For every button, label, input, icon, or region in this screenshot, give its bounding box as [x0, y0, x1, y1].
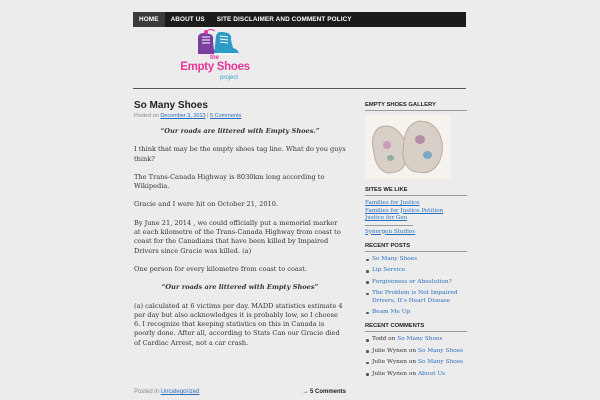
comment-on: on	[408, 347, 417, 354]
recent-comments-title: RECENT COMMENTS	[365, 323, 467, 332]
recent-posts-widget	[365, 243, 467, 316]
gallery-widget	[365, 102, 467, 179]
comment-post-link[interactable]: So Many Shoes	[417, 359, 464, 366]
shoe-pattern	[415, 135, 425, 144]
post-paragraph: The Trans-Canada Highway is 8030km long according to Wikipedia.	[134, 172, 325, 191]
comment-post-link[interactable]: About Us	[417, 370, 446, 377]
list-item	[365, 290, 467, 305]
post	[134, 100, 346, 357]
post-paragraph: “Our roads are littered with Empty Shoes.”	[160, 127, 320, 135]
post-meta	[134, 113, 346, 119]
list-item	[365, 371, 467, 378]
comment-on: on	[408, 370, 417, 377]
list-item	[365, 348, 467, 355]
shoe-pattern	[383, 141, 391, 149]
category-link[interactable]: Uncategorized	[160, 389, 200, 395]
gallery-widget-title: EMPTY SHOES GALLERY	[365, 102, 467, 111]
post-meta-prefix: Posted on	[134, 113, 159, 119]
shoe-pattern	[387, 155, 394, 161]
gallery-image[interactable]	[365, 115, 451, 179]
nav-about-us[interactable]: ABOUT US	[170, 16, 205, 23]
comment-on: on	[408, 359, 417, 366]
list-item	[365, 336, 467, 343]
sidebar	[365, 102, 467, 385]
post-category-prefix: Posted in	[134, 389, 160, 395]
sites-widget	[365, 187, 467, 236]
sites-widget-title: SITES WE LIKE	[365, 187, 467, 196]
recent-post-link[interactable]: Beam Me Up	[372, 309, 411, 316]
site-logo[interactable]	[180, 28, 250, 86]
header-divider	[133, 88, 466, 89]
post-category	[134, 389, 199, 395]
recent-post-link[interactable]: Lip Service	[372, 267, 406, 274]
list-item	[365, 309, 467, 316]
site-link[interactable]: Justice for Geo	[365, 215, 408, 221]
main-nav	[133, 12, 466, 27]
comment-author: Julie Wynen	[372, 370, 408, 377]
logo-title-text: Empty Shoes	[180, 61, 250, 73]
post-paragraph: Gracie and I were hit on October 21, 2010.	[134, 200, 279, 209]
post-paragraph: I think that may be the empty shoes tag line. What do you guys think?	[134, 145, 346, 163]
site-link[interactable]: Families for Justice	[365, 200, 420, 206]
recent-posts-list	[365, 256, 467, 316]
comment-post-link[interactable]: So Many Shoes	[417, 347, 464, 354]
recent-post-link[interactable]: Forgiveness or Absolution?	[372, 278, 452, 285]
recent-post-link[interactable]: So Many Shoes	[372, 256, 418, 262]
comment-author: Julie Wynen	[372, 347, 408, 354]
post-paragraph: “Our roads are littered with Empty Shoes”	[161, 283, 319, 292]
post-paragraph: By June 21, 2014 , we could officially put a memorial marker at each kilometre of the Trans-Canada Highway from coast to coast for the Canadians that have been killed by Impaired Drivers since Gracie was killed. (a)	[134, 218, 341, 255]
shoe-image-right	[400, 119, 445, 175]
nav-site-disclaimer[interactable]: SITE DISCLAIMER AND COMMENT POLICY	[216, 16, 352, 23]
post-paragraph: (a) calculated at 6 victims per day. MADD statistics estimate 4 per day but also acknowledges it is probably low, so I choose 6. I recognize that keeping statistics on this in Canada is poorly done. After all, according to Stats Can our Gracie died of Cardiac Arrest, not a car crash.	[134, 301, 343, 347]
recent-post-link[interactable]: The Problem is Not Impaired Drivers, It’s Heart Disease	[372, 290, 458, 304]
shoe-pattern	[423, 151, 432, 159]
post-comments-link[interactable]: 5 Comments	[210, 113, 242, 119]
recent-comments-list	[365, 336, 467, 378]
post-meta-separator: |	[207, 113, 209, 119]
site-link[interactable]: Synergen Studios	[365, 228, 416, 235]
post-footer	[134, 389, 346, 395]
comment-author: Julie Wynen	[372, 359, 408, 366]
post-paragraph: One person for every kilometre from coast to coast.	[134, 264, 307, 273]
site-link[interactable]: Families for Justice Petition	[365, 207, 444, 214]
footer-comments-link[interactable]: → 5 Comments	[302, 389, 346, 395]
post-title[interactable]: So Many Shoes	[134, 100, 208, 111]
list-item	[365, 256, 467, 263]
comment-author: Todd	[372, 336, 387, 343]
post-date-link[interactable]: December 3, 2013	[160, 113, 206, 119]
nav-home[interactable]: HOME	[133, 12, 165, 27]
list-item	[365, 267, 467, 274]
post-body	[134, 127, 346, 348]
logo-subtitle-text: project	[220, 75, 239, 81]
comment-post-link[interactable]: So Many Shoes	[397, 336, 443, 343]
comment-on: on	[388, 336, 396, 343]
list-item	[365, 279, 467, 286]
list-item	[365, 359, 467, 366]
logo-the-text: the	[210, 55, 219, 61]
shoes-logo-icon	[180, 28, 250, 58]
recent-posts-title: RECENT POSTS	[365, 243, 467, 252]
sites-divider	[365, 225, 413, 226]
recent-comments-widget	[365, 323, 467, 378]
